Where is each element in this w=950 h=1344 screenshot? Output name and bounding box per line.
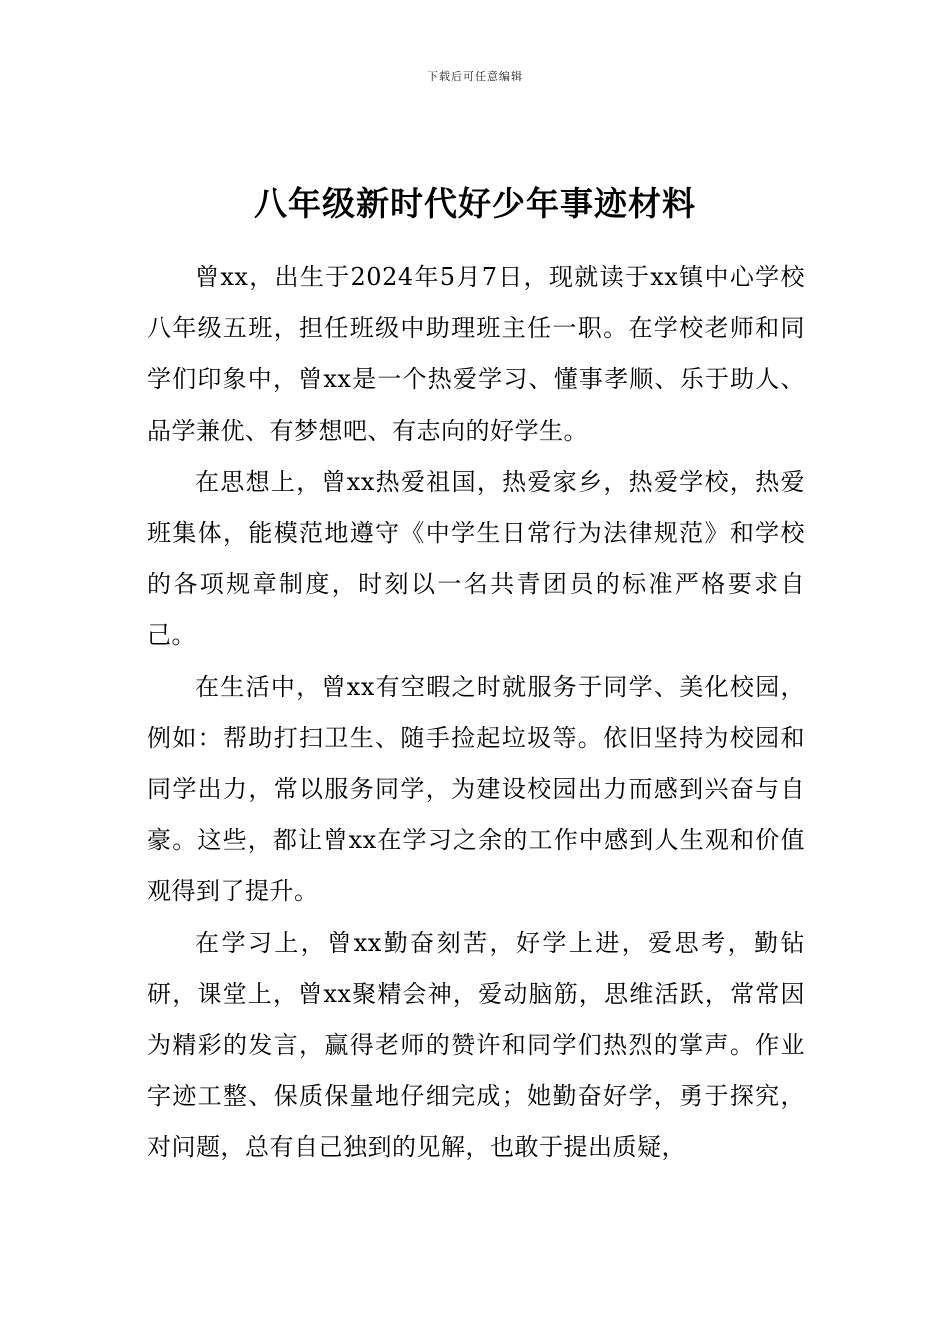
header-note: 下载后可任意编辑 — [427, 70, 523, 83]
paragraph-life: 在生活中，曾xx有空暇之时就服务于同学、美化校园，例如：帮助打扫卫生、随手捡起垃圾等。依旧坚持为校园和同学出力，常以服务同学，为建设校园出力而感到兴奋与自豪。这些，都让曾xx在学习之余的工作中感到人生观和价值观得到了提升。 — [147, 672, 805, 906]
paragraph-thought: 在思想上，曾xx热爱祖国，热爱家乡，热爱学校，热爱班集体，能模范地遵守《中学生日常行为法律规范》和学校的各项规章制度，时刻以一名共青团员的标准严格要求自己。 — [147, 467, 805, 650]
paragraph-intro: 曾xx，出生于2024年5月7日，现就读于xx镇中心学校八年级五班，担任班级中助理班主任一职。在学校老师和同学们印象中，曾xx是一个热爱学习、懂事孝顺、乐于助人、品学兼优、有梦想吧、有志向的好学生。 — [147, 263, 805, 445]
document-body — [147, 252, 805, 1174]
paragraph-study: 在学习上，曾xx勤奋刻苦，好学上进，爱思考，勤钻研，课堂上，曾xx聚精会神，爱动脑筋，思维活跃，常常因为精彩的发言，赢得老师的赞许和同学们热烈的掌声。作业字迹工整、保质保量地仔细完成；她勤奋好学，勇于探究，对问题，总有自己独到的见解，也敢于提出质疑， — [147, 928, 805, 1162]
document-title: 八年级新时代好少年事迹材料 — [254, 184, 696, 223]
